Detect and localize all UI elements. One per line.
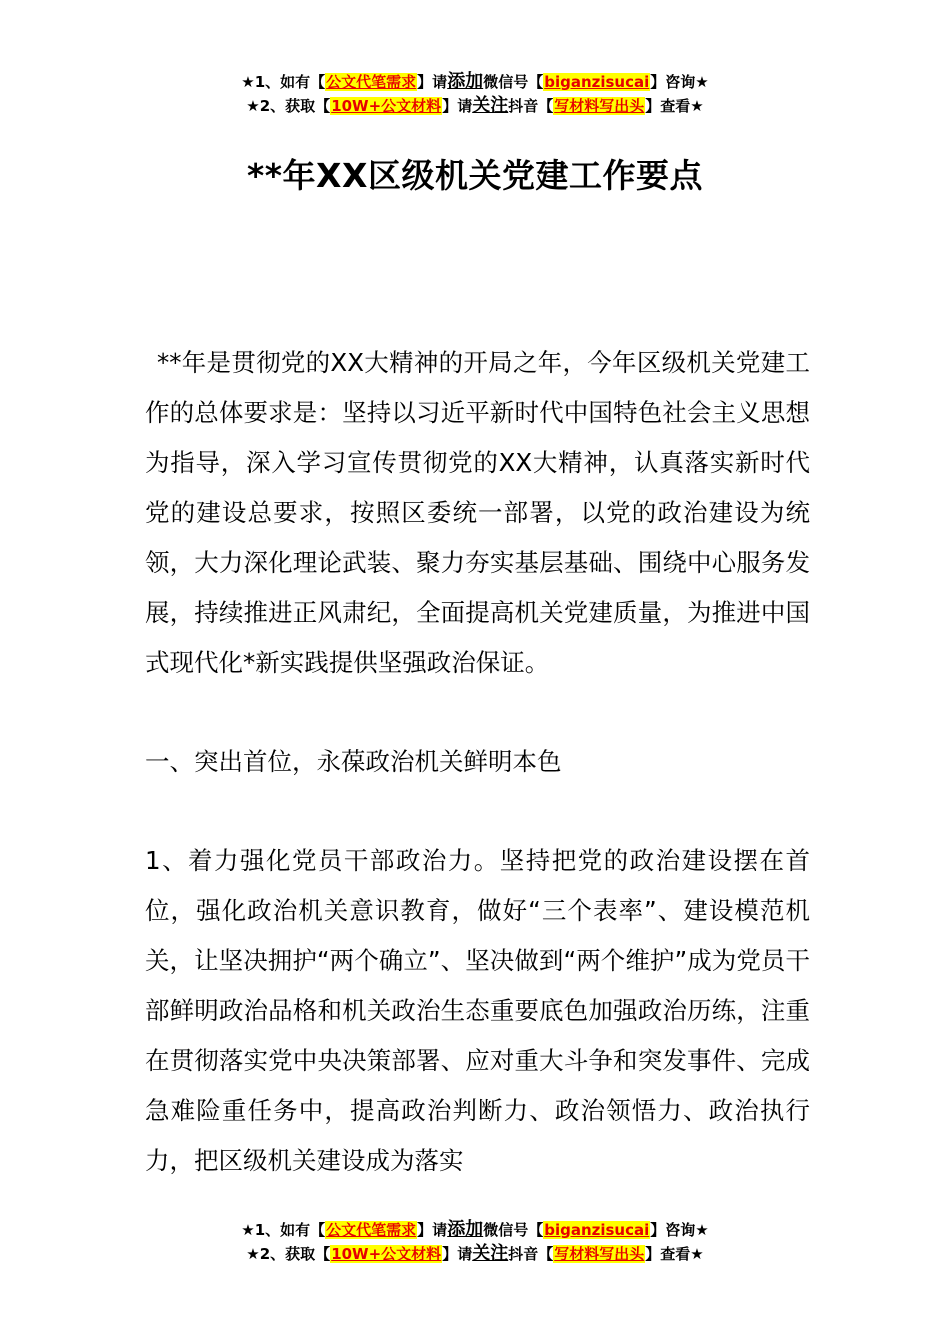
- banner-emphasis: 添加: [447, 1219, 484, 1240]
- banner-text: 抖音【: [508, 1245, 554, 1263]
- banner-text: 抖音【: [508, 97, 554, 115]
- banner-wechat-id: biganzisucai: [544, 73, 650, 91]
- banner-line-2: [0, 94, 950, 118]
- banner-text: 】请: [442, 97, 473, 115]
- banner-text: 微信号【: [483, 73, 544, 91]
- banner-text: 】咨询★: [650, 1221, 709, 1239]
- section-heading: [145, 737, 810, 787]
- banner-emphasis: 关注: [472, 95, 509, 116]
- intro-text: **年是贯彻党的XX大精神的开局之年，今年区级机关党建工作的总体要求是：坚持以习近平新时代中国特色社会主义思想为指导，深入学习宣传贯彻党的XX大精神，认真落实新时代党的建设总要求，按照区委统一部署，以党的政治建设为统领，大力深化理论武装、聚力夯实基层基础、围绕中心服务发展，持续推进正风肃纪，全面提高机关党建质量，为推进中国式现代化*新实践提供坚强政治保证。: [145, 348, 810, 677]
- banner-emphasis: 添加: [447, 71, 484, 92]
- banner-emphasis: 关注: [472, 1243, 509, 1264]
- banner-wechat-id: biganzisucai: [544, 1221, 650, 1239]
- banner-text: 】请: [442, 1245, 473, 1263]
- section-heading-text: 一、突出首位，永葆政治机关鲜明本色: [145, 747, 562, 776]
- banner-text: 】查看★: [645, 97, 704, 115]
- banner-text: ★1、如有【: [241, 73, 326, 91]
- banner-text: 】请: [417, 1221, 448, 1239]
- banner-text: ★2、获取【: [246, 97, 331, 115]
- banner-douyin-id: 写材料写出头: [554, 97, 645, 115]
- banner-highlight: 10W+公文材料: [331, 1245, 442, 1263]
- banner-text: ★2、获取【: [246, 1245, 331, 1263]
- banner-text: 】咨询★: [650, 73, 709, 91]
- top-banner: [0, 70, 950, 118]
- document-title: **年XX区级机关党建工作要点: [247, 156, 703, 195]
- banner-text: 】查看★: [645, 1245, 704, 1263]
- banner-text: ★1、如有【: [241, 1221, 326, 1239]
- banner-text: 微信号【: [483, 1221, 544, 1239]
- intro-paragraph: [145, 338, 810, 688]
- item-paragraph: [145, 836, 810, 1186]
- banner-highlight: 公文代笔需求: [326, 1221, 417, 1239]
- banner-text: 】请: [417, 73, 448, 91]
- banner-line-1: [0, 70, 950, 94]
- banner-line-1: [0, 1218, 950, 1242]
- item-text: 1、着力强化党员干部政治力。坚持把党的政治建设摆在首位，强化政治机关意识教育，做好“三个表率”、建设模范机关，让坚决拥护“两个确立”、坚决做到“两个维护”成为党员干部鲜明政治品格和机关政治生态重要底色加强政治历练，注重在贯彻落实党中央决策部署、应对重大斗争和突发事件、完成急难险重任务中，提高政治判断力、政治领悟力、政治执行力，把区级机关建设成为落实: [145, 846, 810, 1175]
- banner-douyin-id: 写材料写出头: [554, 1245, 645, 1263]
- banner-highlight: 10W+公文材料: [331, 97, 442, 115]
- banner-highlight: 公文代笔需求: [326, 73, 417, 91]
- bottom-banner: [0, 1218, 950, 1266]
- banner-line-2: [0, 1242, 950, 1266]
